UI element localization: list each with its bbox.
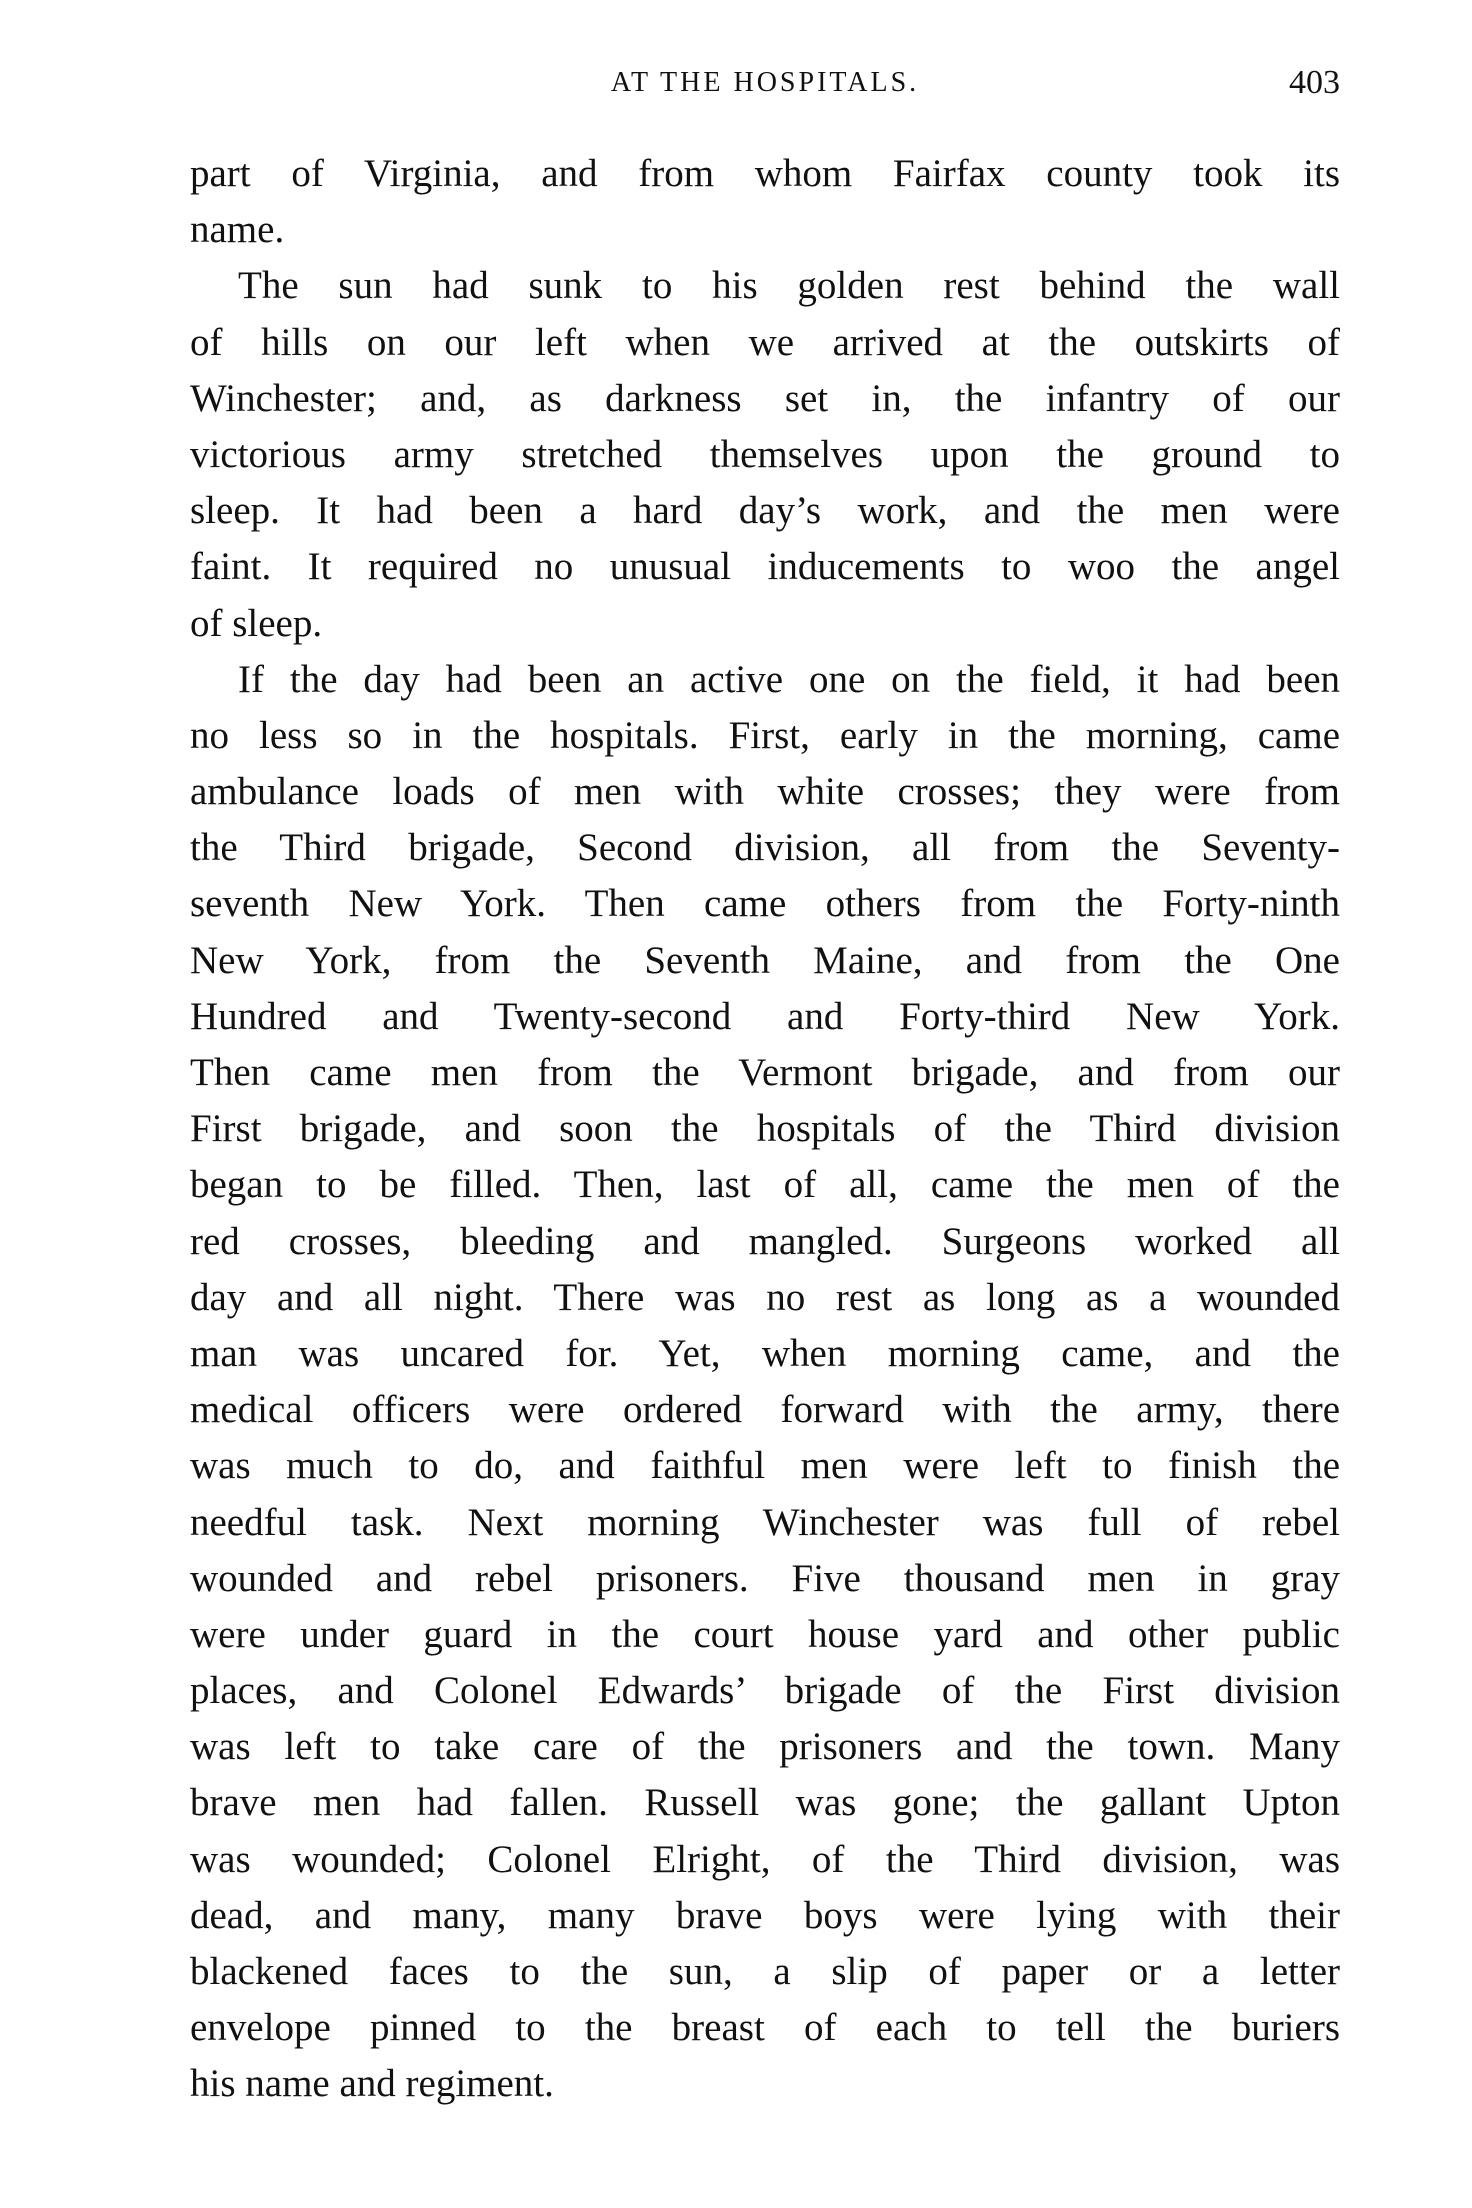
text-line: places, and Colonel Edwards’ brigade of the First division [190, 1669, 1340, 1713]
text-line: was left to take care of the prisoners and the town. Many [190, 1725, 1340, 1769]
text-line: no less so in the hospitals. First, early in the morning, came [190, 713, 1340, 757]
text-line: was much to do, and faithful men were left to finish the [190, 1444, 1340, 1488]
text-line: ambulance loads of men with white crosses; they were from [190, 770, 1340, 814]
text-line: name. [190, 208, 285, 252]
page-number: 403 [1289, 64, 1340, 101]
text-line: victorious army stretched themselves upon the ground to [190, 432, 1340, 476]
text-line: Hundred and Twenty-second and Forty-third New York. [190, 994, 1340, 1038]
text-line: envelope pinned to the breast of each to tell the buriers [190, 2006, 1340, 2050]
text-line: Winchester; and, as darkness set in, the infantry of our [190, 376, 1340, 420]
text-line: needful task. Next morning Winchester was full of rebel [190, 1500, 1340, 1544]
body-text [190, 146, 1340, 2113]
paragraph-first-line: If the day had been an active one on the field, it had been [238, 657, 1340, 701]
paragraph-first-line: The sun had sunk to his golden rest behind the wall [238, 264, 1340, 308]
text-line: dead, and many, many brave boys were lying with their [190, 1893, 1340, 1937]
text-line: of hills on our left when we arrived at the outskirts of [190, 320, 1340, 364]
text-line: New York, from the Seventh Maine, and from the One [190, 938, 1340, 982]
text-line: First brigade, and soon the hospitals of the Third division [190, 1107, 1340, 1151]
text-line: part of Virginia, and from whom Fairfax county took its [190, 152, 1340, 195]
text-line: man was uncared for. Yet, when morning came, and the [190, 1331, 1340, 1375]
text-line: Then came men from the Vermont brigade, and from our [190, 1051, 1340, 1094]
text-line: medical officers were ordered forward with the army, there [190, 1388, 1340, 1432]
text-line: were under guard in the court house yard and other public [190, 1612, 1340, 1656]
text-line: brave men had fallen. Russell was gone; the gallant Upton [190, 1781, 1340, 1825]
text-line: of sleep. [190, 601, 323, 645]
text-line: was wounded; Colonel Elright, of the Third division, was [190, 1837, 1340, 1881]
text-line: day and all night. There was no rest as long as a wounded [190, 1275, 1340, 1319]
text-line: blackened faces to the sun, a slip of paper or a letter [190, 1950, 1340, 1993]
text-line: red crosses, bleeding and mangled. Surgeons worked all [190, 1219, 1340, 1263]
text-line: wounded and rebel prisoners. Five thousand men in gray [190, 1556, 1340, 1600]
text-line: his name and regiment. [190, 2062, 554, 2106]
text-line: sleep. It had been a hard day’s work, and the men were [190, 489, 1340, 533]
running-head-title: AT THE HOSPITALS. [610, 67, 920, 98]
running-head [190, 58, 1340, 108]
text-line: faint. It required no unusual inducements to woo the angel [190, 545, 1340, 589]
text-line: began to be filled. Then, last of all, came the men of the [190, 1163, 1340, 1207]
text-line: the Third brigade, Second division, all from the Seventy- [190, 826, 1340, 870]
text-line: seventh New York. Then came others from the Forty-ninth [190, 882, 1340, 926]
